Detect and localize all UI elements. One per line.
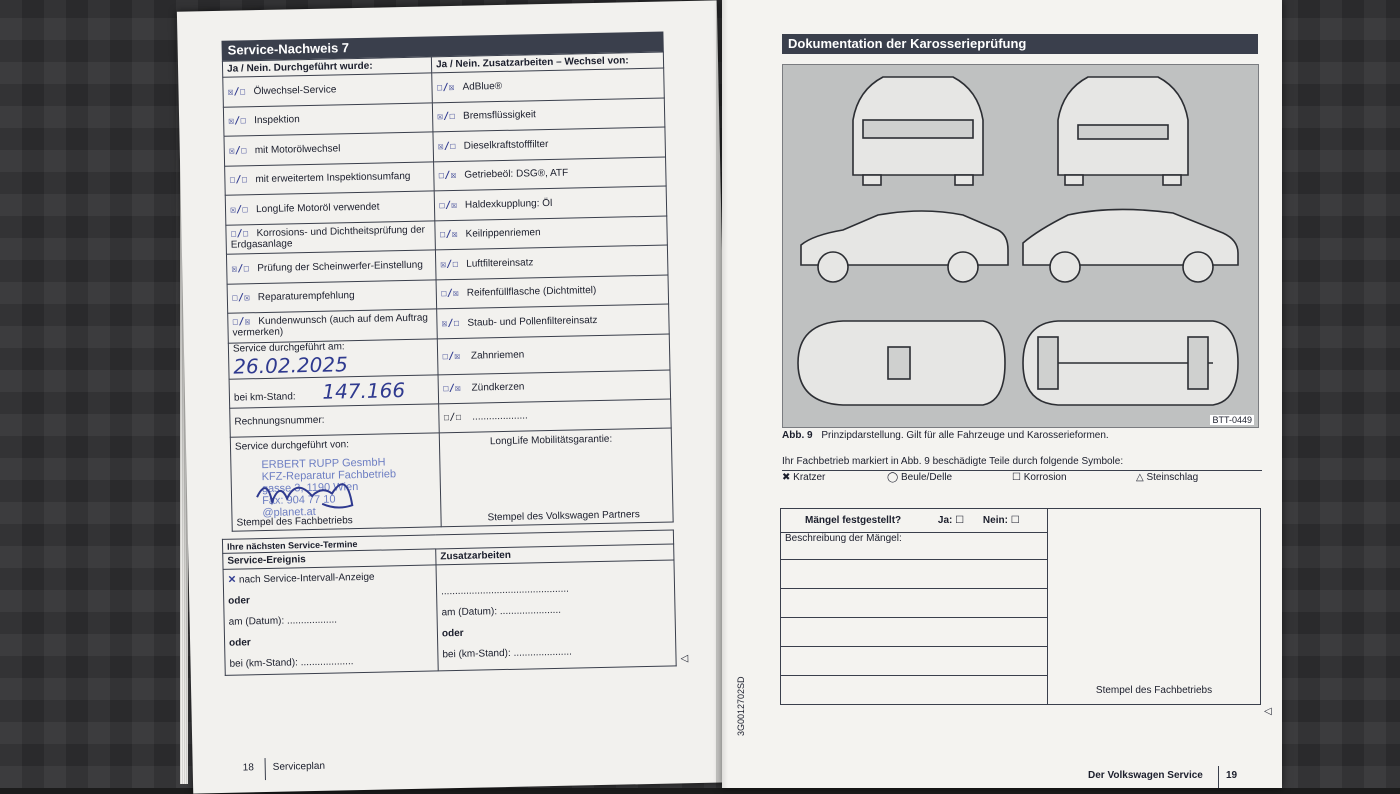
invoice-label: Rechnungsnummer: xyxy=(230,403,440,436)
right-item-checkbox[interactable]: ☐/☒ xyxy=(436,81,455,94)
left-item-cell xyxy=(225,191,435,225)
stamp-line: gasse 3, 1190 Wien xyxy=(261,480,359,495)
next-extra-header: Zusatzarbeiten xyxy=(436,544,674,565)
symbol-stone-chip: △ Steinschlag xyxy=(1136,472,1199,483)
defects-label: Mängel festgestellt? xyxy=(805,515,902,526)
no-label: Nein: xyxy=(982,515,1008,526)
right-item-label: AdBlue® xyxy=(462,80,503,93)
left-item-label: Kundenwunsch (auch auf dem Auftrag vermerken) xyxy=(232,312,429,339)
right-item-label: Staub- und Pollenfiltereinsatz xyxy=(467,314,598,329)
signature xyxy=(251,464,392,517)
left-item-label: mit erweitertem Inspektionsumfang xyxy=(255,171,411,186)
left-page-title: Service-Nachweis 7 xyxy=(221,32,663,61)
left-item-checkbox[interactable]: ☒/☐ xyxy=(231,263,250,275)
km-value: 147.166 xyxy=(322,377,406,404)
stamp-cell xyxy=(1048,509,1261,705)
right-item-label: Dieselkraftstofffilter xyxy=(463,138,549,152)
right-item-checkbox[interactable]: ☐/☒ xyxy=(438,199,458,212)
left-item-checkbox[interactable]: ☒/☐ xyxy=(228,115,247,127)
left-item-label: Prüfung der Scheinwerfer-Einstellung xyxy=(257,259,423,274)
right-item-cell xyxy=(434,157,667,191)
symbol-corrosion: ☐ Korrosion xyxy=(1012,472,1067,483)
right-item-cell xyxy=(435,245,668,279)
zuendkerzen-label: Zündkerzen xyxy=(471,381,525,394)
description-line[interactable] xyxy=(781,647,1048,676)
next-extra-line: bei (km-Stand): ..................... xyxy=(442,646,572,661)
symbol-scratch: ✖ Kratzer xyxy=(782,472,826,483)
left-item-cell xyxy=(223,102,433,136)
left-item-checkbox[interactable]: ☒/☐ xyxy=(229,204,249,216)
document-code: 3G0012702SD xyxy=(736,676,746,736)
left-item-cell xyxy=(226,250,436,284)
symbols-divider xyxy=(782,470,1262,471)
zahnriemen-cell xyxy=(437,333,670,374)
right-item-cell xyxy=(435,216,668,250)
no-checkbox[interactable]: ☐ xyxy=(1010,515,1020,526)
description-line[interactable] xyxy=(781,560,1048,589)
longlife-cell xyxy=(439,427,673,526)
caption-text: Prinzipdarstellung. Gilt für alle Fahrzeuge und Karosserieformen. xyxy=(821,430,1109,441)
symbols-instruction: Ihr Fachbetrieb markiert in Abb. 9 beschädigte Teile durch folgende Symbole: xyxy=(782,456,1124,467)
description-line[interactable] xyxy=(781,618,1048,647)
right-item-cell xyxy=(437,304,670,338)
left-item-label: Korrosions- und Dichtheitsprüfung der Erdgasanlage xyxy=(230,224,426,251)
zuendkerzen-checkbox[interactable]: ☐/☒ xyxy=(442,382,461,395)
longlife-label: LongLife Mobilitätsgarantie: xyxy=(489,433,613,447)
left-item-checkbox[interactable]: ☐/☒ xyxy=(232,316,251,328)
right-item-checkbox[interactable]: ☐/☒ xyxy=(438,170,457,182)
left-item-checkbox[interactable]: ☒/☐ xyxy=(228,145,247,157)
right-item-cell xyxy=(436,275,669,309)
km-label: bei km-Stand: xyxy=(233,390,296,404)
performed-by-cell xyxy=(230,432,441,530)
left-item-label: Reparaturempfehlung xyxy=(257,290,355,304)
defects-question-cell xyxy=(781,509,1048,533)
stamp-line: ERBERT RUPP GesmbH xyxy=(261,455,386,471)
right-item-checkbox[interactable]: ☐/☒ xyxy=(439,229,458,241)
defects-table xyxy=(780,508,1261,705)
yes-label: Ja: xyxy=(937,515,953,526)
left-item-cell xyxy=(223,73,433,107)
right-item-cell xyxy=(432,98,665,132)
performed-by-label: Service durchgeführt von: xyxy=(234,438,350,453)
footer-divider xyxy=(265,758,266,780)
left-page xyxy=(177,0,733,793)
right-item-label: Luftfiltereinsatz xyxy=(466,257,534,270)
extra-checkbox[interactable]: ☐/☐ xyxy=(443,411,462,424)
left-item-cell xyxy=(225,161,435,195)
right-item-label: Keilrippenriemen xyxy=(465,227,541,240)
col1-header: Ja / Nein. Durchgeführt wurde: xyxy=(222,57,431,77)
vw-stamp-label: Stempel des Volkswagen Partners xyxy=(487,508,640,523)
extra-dots: .................... xyxy=(472,410,528,423)
right-page-title: Dokumentation der Karosserieprüfung xyxy=(782,34,1258,54)
continue-arrow-icon: ◁ xyxy=(680,653,689,665)
right-item-cell xyxy=(434,186,667,220)
stamp-line: KFZ-Reparatur Fachbetrieb xyxy=(261,467,397,483)
left-item-cell xyxy=(226,220,436,254)
stamp-line: @planet.at xyxy=(262,505,316,519)
left-item-checkbox[interactable]: ☐/☒ xyxy=(231,292,251,304)
next-event-cell xyxy=(223,565,438,675)
col2-header: Ja / Nein. Zusatzarbeiten – Wechsel von: xyxy=(431,52,663,73)
description-line[interactable] xyxy=(781,676,1048,705)
right-item-checkbox[interactable]: ☒/☐ xyxy=(440,258,459,271)
book-gutter xyxy=(716,0,728,788)
caption-label: Abb. 9 xyxy=(782,430,813,441)
next-event-line-text: nach Service-Intervall-Anzeige xyxy=(238,571,375,586)
next-event-line: am (Datum): .................. xyxy=(228,614,338,628)
right-item-label: Getriebeöl: DSG®, ATF xyxy=(464,167,569,182)
service-date-cell xyxy=(228,338,438,378)
next-service-title: Ihre nächsten Service-Termine xyxy=(222,530,673,553)
next-extra-cell xyxy=(436,560,676,671)
figure-code: BTT-0449 xyxy=(1212,415,1252,425)
service-record-table xyxy=(222,52,674,532)
next-service-table xyxy=(222,529,677,675)
stamp-line: Fax: 904 77 10 xyxy=(262,493,336,507)
right-item-label: Haldexkupplung: Öl xyxy=(464,197,553,211)
next-event-line: oder xyxy=(228,637,251,649)
right-footer-section: Der Volkswagen Service xyxy=(1088,770,1203,781)
right-item-checkbox[interactable]: ☒/☐ xyxy=(437,111,456,123)
car-body-diagram xyxy=(782,64,1259,428)
next-extra-line: .............................................. xyxy=(440,583,569,598)
description-line[interactable] xyxy=(781,589,1048,618)
km-cell xyxy=(229,374,439,407)
next-event-line: oder xyxy=(228,595,251,607)
zahnriemen-label: Zahnriemen xyxy=(470,349,525,362)
right-item-cell xyxy=(432,68,665,102)
left-item-cell xyxy=(224,132,434,166)
left-item-checkbox[interactable]: ☐/☐ xyxy=(230,228,249,240)
right-page xyxy=(722,0,1282,788)
service-date-value: 26.02.2025 xyxy=(233,351,349,379)
figure-caption xyxy=(782,430,1109,441)
right-item-checkbox[interactable]: ☒/☐ xyxy=(437,140,456,153)
right-item-label: Bremsflüssigkeit xyxy=(463,109,537,123)
left-item-cell xyxy=(227,279,437,313)
left-item-cell xyxy=(228,309,438,343)
continue-arrow-icon: ◁ xyxy=(1264,706,1272,717)
next-event-header: Service-Ereignis xyxy=(223,549,436,569)
next-extra-line: oder xyxy=(441,627,464,640)
left-item-label: Inspektion xyxy=(254,114,300,127)
right-item-cell xyxy=(433,127,666,161)
right-item-label: Reifenfüllflasche (Dichtmittel) xyxy=(466,285,597,299)
car-drawings xyxy=(783,65,1258,427)
service-date-label: Service durchgeführt am: xyxy=(232,340,345,355)
left-item-label: Ölwechsel-Service xyxy=(253,84,337,97)
left-page-number: 18 xyxy=(242,762,254,774)
next-event-line: bei (km-Stand): ................... xyxy=(229,656,354,670)
right-page-number: 19 xyxy=(1226,770,1238,781)
right-item-checkbox[interactable]: ☒/☐ xyxy=(441,317,460,330)
left-item-label: mit Motorölwechsel xyxy=(254,143,341,156)
right-item-checkbox[interactable]: ☐/☒ xyxy=(440,288,460,300)
stamp-label: Stempel des Fachbetriebs xyxy=(1095,685,1213,696)
next-extra-line: am (Datum): ...................... xyxy=(441,604,562,619)
description-label: Beschreibung der Mängel: xyxy=(781,533,1048,560)
next-event-line: ✕ nach Service-Intervall-Anzeige xyxy=(227,571,375,586)
left-item-checkbox[interactable]: ☒/☐ xyxy=(227,86,246,98)
left-page-section: Serviceplan xyxy=(272,760,326,773)
left-item-label: LongLife Motoröl verwendet xyxy=(255,201,380,215)
symbol-dent: ◯ Beule/Delle xyxy=(887,472,953,483)
workshop-stamp-label: Stempel des Fachbetriebs xyxy=(236,514,353,529)
yes-checkbox[interactable]: ☐ xyxy=(955,515,965,526)
footer-divider xyxy=(1218,766,1219,788)
left-item-checkbox[interactable]: ☐/☐ xyxy=(229,174,248,186)
zahnriemen-checkbox[interactable]: ☐/☒ xyxy=(442,350,461,362)
